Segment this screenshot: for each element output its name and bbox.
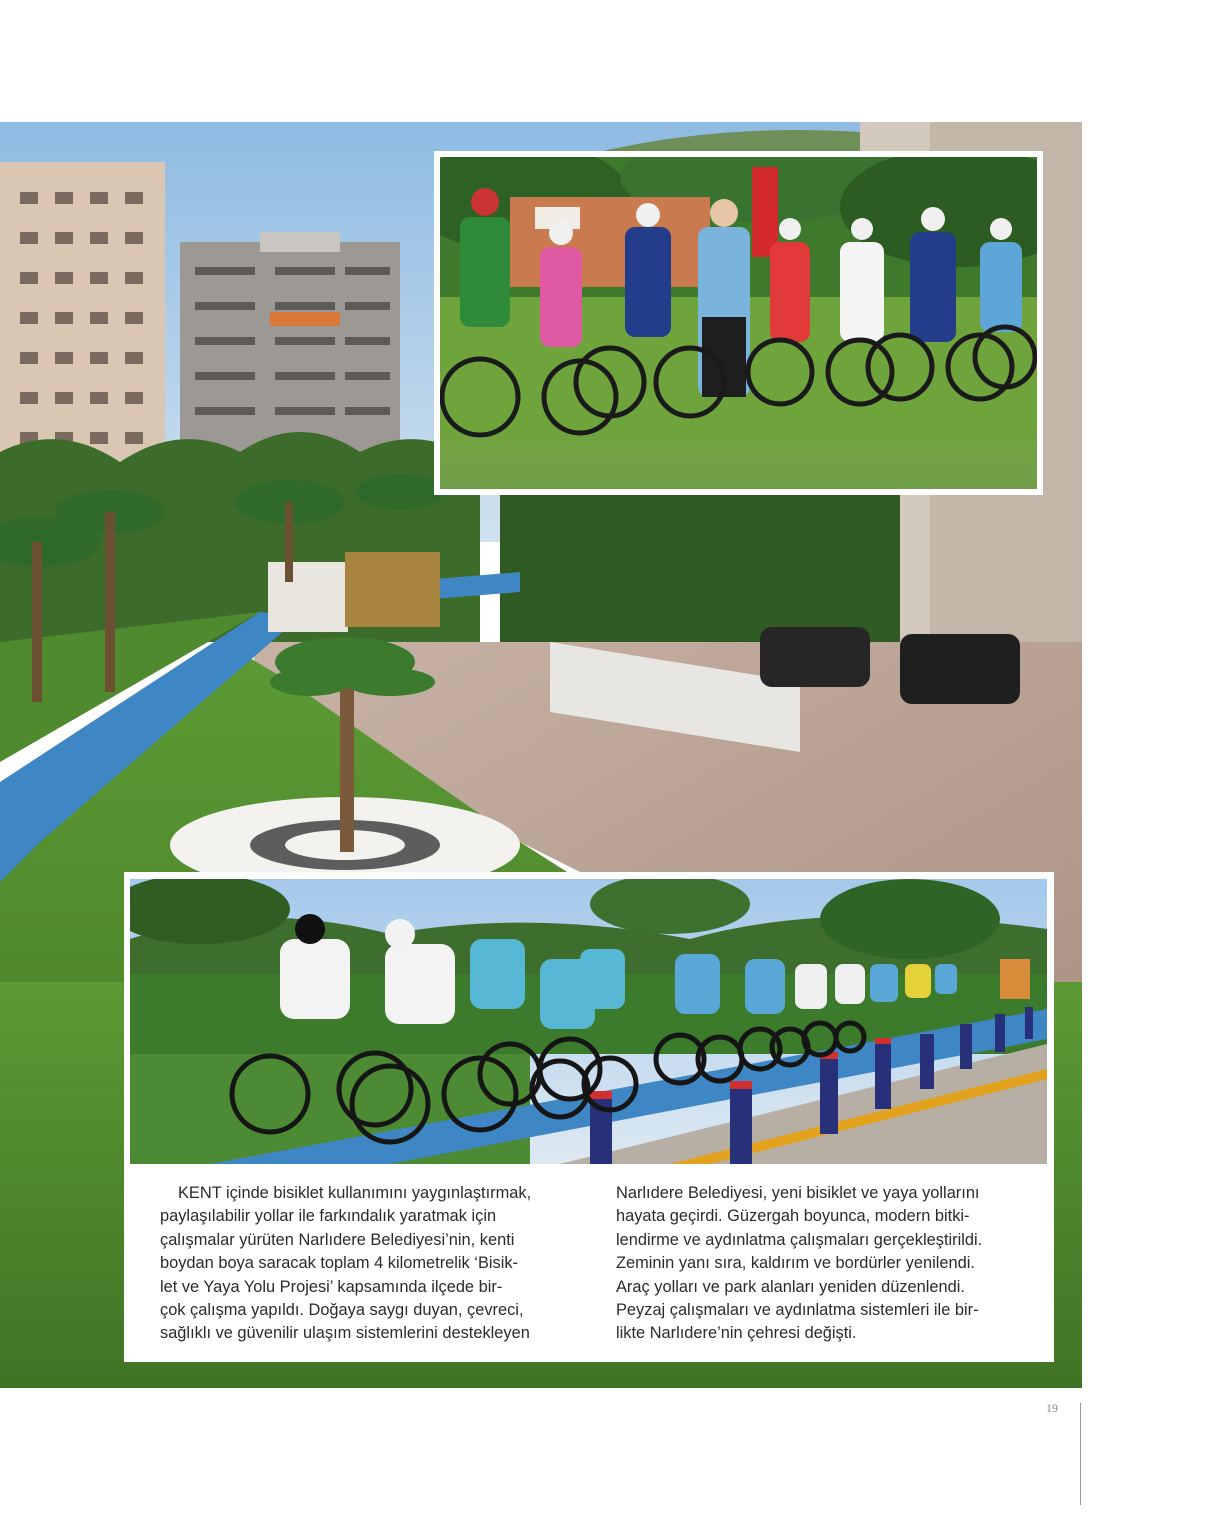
text-line: Peyzaj çalışmaları ve aydınlatma sistemleri ile bir- <box>616 1301 979 1320</box>
text-line: boydan boya saracak toplam 4 kilometrelik ‘Bisik- <box>160 1254 519 1273</box>
article-right-column <box>616 1182 1021 1346</box>
text-line: likte Narlıdere’nin çehresi değişti. <box>616 1324 857 1343</box>
cyclists-group-photo <box>440 157 1037 489</box>
text-line: Narlıdere Belediyesi, yeni bisiklet ve yaya yollarını <box>616 1184 980 1202</box>
text-line: çok çalışma yapıldı. Doğaya saygı duyan, çevreci, <box>160 1301 524 1320</box>
article-left-column <box>160 1182 560 1346</box>
text-line: Araç yolları ve park alanları yeniden düzenlendi. <box>616 1277 965 1296</box>
text-line: Zeminin yanı sıra, kaldırım ve bordürler yenilendi. <box>616 1254 975 1273</box>
text-line: sağlıklı ve güvenilir ulaşım sistemlerini destekleyen <box>160 1324 530 1343</box>
text-line: let ve Yaya Yolu Projesi’ kapsamında ilçede bir- <box>160 1277 503 1296</box>
cyclists-riding-photo <box>130 879 1047 1164</box>
text-line: çalışmalar yürüten Narlıdere Belediyesi’nin, kenti <box>160 1230 515 1249</box>
text-line: hayata geçirdi. Güzergah boyunca, modern bitki- <box>616 1207 970 1226</box>
text-line: lendirme ve aydınlatma çalışmaları gerçekleştirildi. <box>616 1230 983 1249</box>
cyclists-on-bike-lane-illustration <box>130 879 1047 1164</box>
text-line: paylaşılabilir yollar ile farkındalık yaratmak için <box>160 1207 497 1226</box>
cyclists-group-photo-frame <box>434 151 1043 495</box>
text-line: KENT içinde bisiklet kullanımını yaygınlaştırmak, <box>178 1184 532 1202</box>
page-number: 19 <box>1046 1401 1058 1415</box>
article-panel <box>124 872 1054 1362</box>
page-divider-rule <box>1080 1403 1081 1505</box>
